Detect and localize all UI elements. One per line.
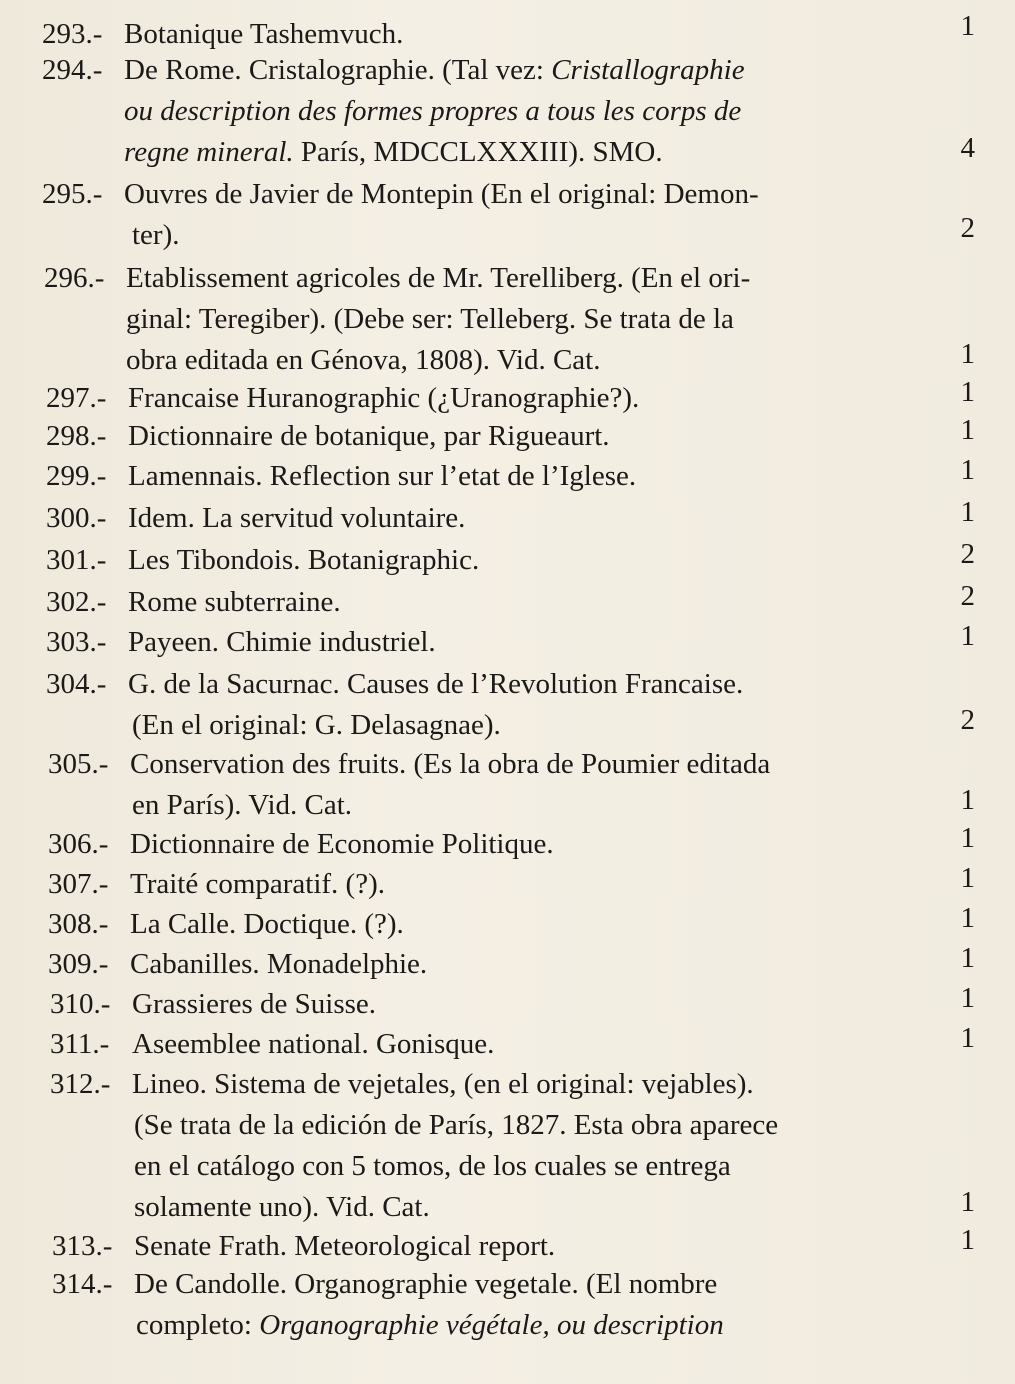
entry-count: 2 — [960, 580, 975, 612]
entry-number: 308.- — [48, 908, 109, 940]
entry-count: 1 — [960, 1224, 975, 1256]
entry-number: 313.- — [52, 1230, 113, 1262]
entry-text-line: Payeen. Chimie industriel. — [128, 626, 436, 658]
entry-text-line: Les Tibondois. Botanigraphic. — [128, 544, 480, 576]
entry-text-line: De Rome. Cristalographie. (Tal vez: Cristallographie — [124, 54, 745, 86]
entry-count: 1 — [960, 1186, 975, 1218]
entry-text-line: Idem. La servitud voluntaire. — [128, 502, 466, 534]
entry-count: 1 — [960, 862, 975, 894]
entry-count: 1 — [960, 454, 975, 486]
entry-text-line: G. de la Sacurnac. Causes de l’Revolution Francaise. — [128, 668, 744, 700]
entry-count: 1 — [960, 376, 975, 408]
entry-number: 310.- — [50, 988, 111, 1020]
entry-text-line: Traité comparatif. (?). — [130, 868, 385, 900]
entry-text-line: Conservation des fruits. (Es la obra de Poumier editada — [130, 748, 771, 780]
entry-count: 2 — [960, 704, 975, 736]
entry-text-line: ou description des formes propres a tous les corps de — [124, 95, 742, 127]
entry-text-line: Grassieres de Suisse. — [132, 988, 377, 1020]
entry-count: 1 — [960, 338, 975, 370]
entry-number: 304.- — [46, 668, 107, 700]
entry-text-line: Lamennais. Reflection sur l’etat de l’Iglese. — [128, 460, 637, 492]
entry-number: 301.- — [46, 544, 107, 576]
entry-count: 2 — [960, 212, 975, 244]
entry-number: 307.- — [48, 868, 109, 900]
entry-text-line: De Candolle. Organographie vegetale. (El nombre — [134, 1268, 718, 1300]
entry-count: 4 — [960, 132, 975, 164]
entry-number: 311.- — [50, 1028, 110, 1060]
entry-text-line: regne mineral. París, MDCCLXXXIII). SMO. — [124, 136, 663, 168]
entry-count: 1 — [960, 620, 975, 652]
entry-count: 1 — [960, 496, 975, 528]
entry-count: 1 — [960, 414, 975, 446]
entry-number: 305.- — [48, 748, 109, 780]
entry-number: 295.- — [42, 178, 103, 210]
entry-text-line: Etablissement agricoles de Mr. Terelliberg. (En el ori- — [126, 262, 751, 294]
entry-text-line: La Calle. Doctique. (?). — [130, 908, 404, 940]
entry-text-line: solamente uno). Vid. Cat. — [134, 1191, 430, 1223]
entry-text-line: (Se trata de la edición de París, 1827. Esta obra aparece — [134, 1109, 779, 1141]
entry-number: 303.- — [46, 626, 107, 658]
entry-count: 1 — [960, 942, 975, 974]
entry-count: 1 — [960, 822, 975, 854]
entry-text-line: Dictionnaire de Economie Politique. — [130, 828, 554, 860]
entry-number: 296.- — [44, 262, 105, 294]
entry-text-line: Cabanilles. Monadelphie. — [130, 948, 428, 980]
entry-number: 309.- — [48, 948, 109, 980]
entry-number: 299.- — [46, 460, 107, 492]
entry-text-line: Francaise Huranographic (¿Uranographie?). — [128, 382, 640, 414]
entry-number: 298.- — [46, 420, 107, 452]
entry-number: 312.- — [50, 1068, 111, 1100]
entry-number: 314.- — [52, 1268, 113, 1300]
entry-count: 1 — [960, 10, 975, 42]
entry-text-line: en París). Vid. Cat. — [132, 789, 353, 821]
entry-text-line: completo: Organographie végétale, ou description — [136, 1309, 724, 1341]
entry-text-line: Dictionnaire de botanique, par Rigueaurt. — [128, 420, 610, 452]
entry-text-line: Ouvres de Javier de Montepin (En el original: Demon- — [124, 178, 759, 210]
entry-count: 2 — [960, 538, 975, 570]
entry-number: 306.- — [48, 828, 109, 860]
entry-text-line: Rome subterraine. — [128, 586, 341, 618]
entry-count: 1 — [960, 982, 975, 1014]
entry-text-line: obra editada en Génova, 1808). Vid. Cat. — [126, 344, 601, 376]
entry-count: 1 — [960, 784, 975, 816]
entry-text-line: (En el original: G. Delasagnae). — [132, 709, 501, 741]
entry-text-line: Lineo. Sistema de vejetales, (en el original: vejables). — [132, 1068, 754, 1100]
entry-number: 302.- — [46, 586, 107, 618]
entry-count: 1 — [960, 1022, 975, 1054]
entry-text-line: ter). — [132, 219, 180, 251]
entry-text-line: Botanique Tashemvuch. — [124, 18, 404, 50]
entry-text-line: Senate Frath. Meteorological report. — [134, 1230, 556, 1262]
entry-number: 300.- — [46, 502, 107, 534]
entry-count: 1 — [960, 902, 975, 934]
entry-text-line: Aseemblee national. Gonisque. — [132, 1028, 495, 1060]
entry-text-line: ginal: Teregiber). (Debe ser: Telleberg. Se trata de la — [126, 303, 734, 335]
entry-text-line: en el catálogo con 5 tomos, de los cuales se entrega — [134, 1150, 731, 1182]
entry-number: 294.- — [42, 54, 103, 86]
entry-number: 297.- — [46, 382, 107, 414]
entry-number: 293.- — [42, 18, 103, 50]
